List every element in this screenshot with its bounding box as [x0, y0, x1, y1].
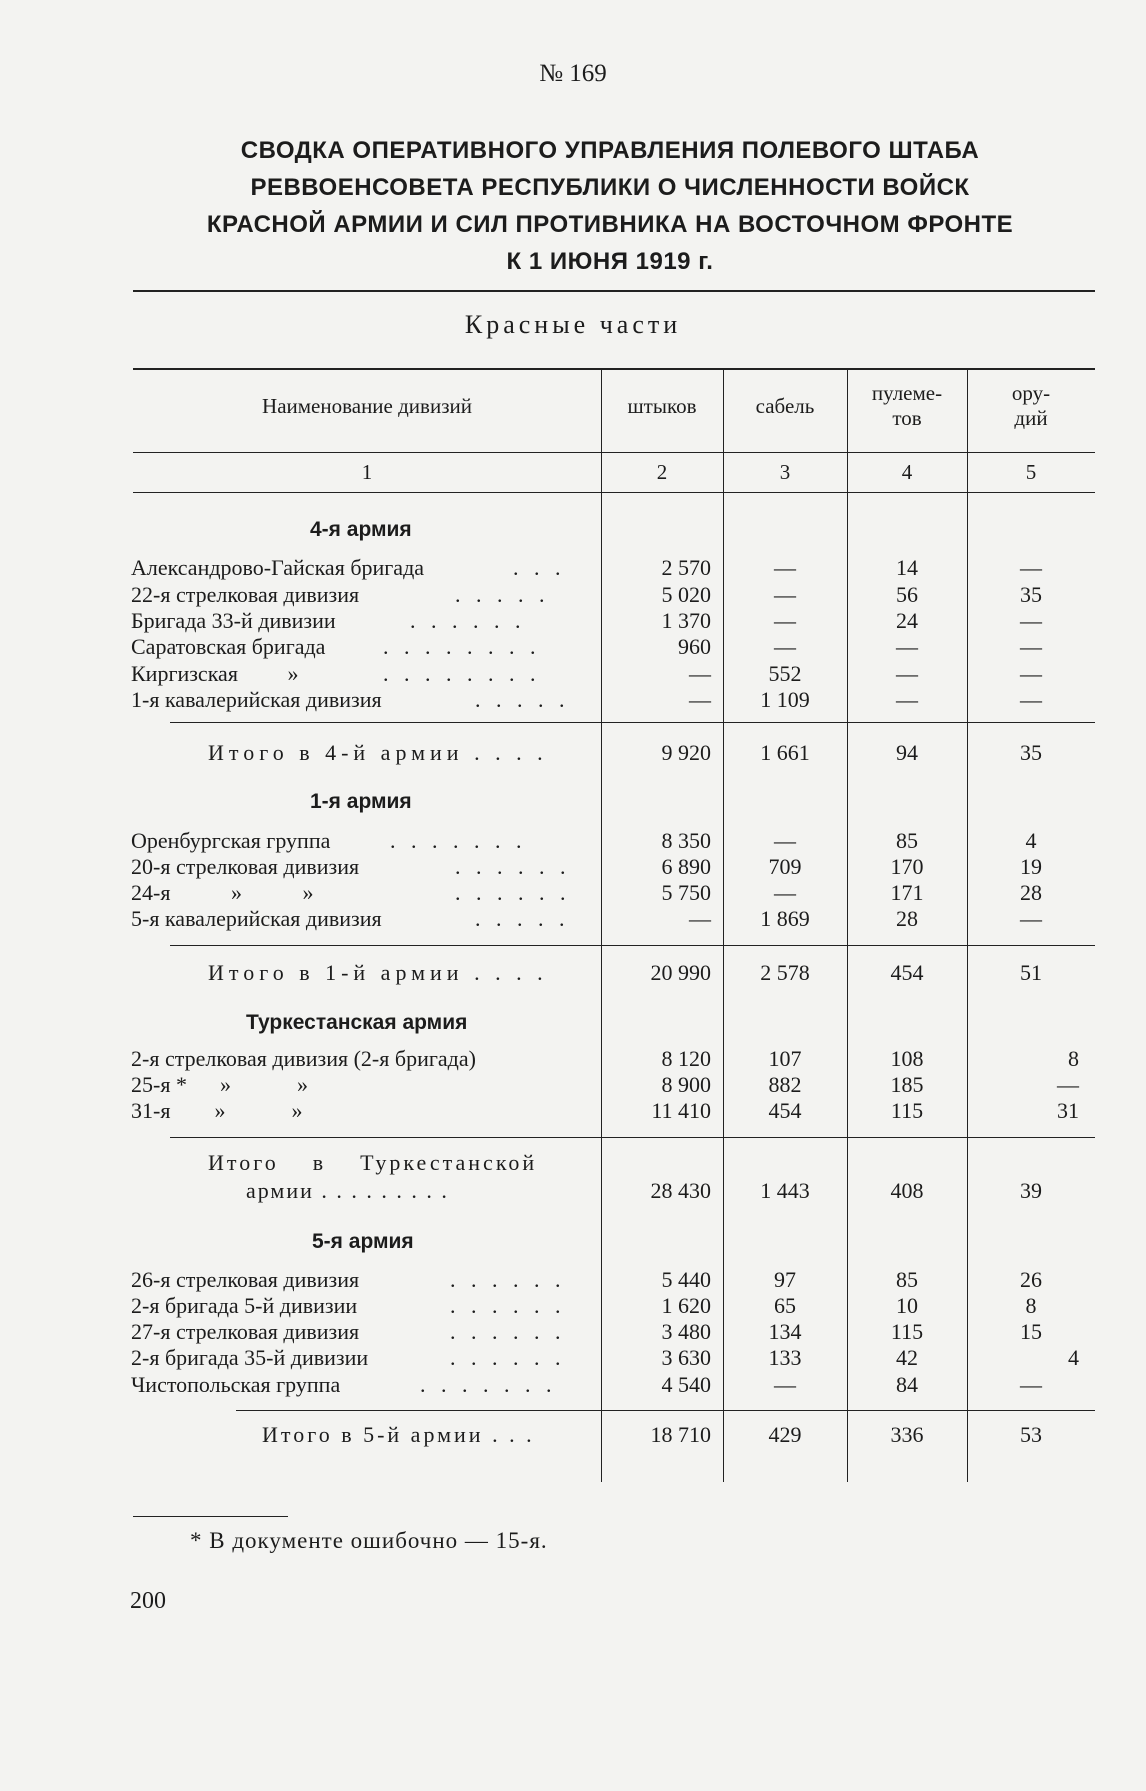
cell-mg: 56 [896, 582, 918, 607]
cell-mg: 85 [896, 1267, 918, 1292]
cell-sabres: 1 443 [760, 1178, 810, 1203]
row-name: 20-я стрелковая дивизия [131, 854, 360, 879]
cell-mg: — [896, 687, 918, 712]
column-number: 3 [779, 460, 791, 484]
cell-guns: 35 [1020, 582, 1042, 607]
cell-bayonets: — [689, 906, 711, 931]
table-row [0, 1319, 1146, 1345]
cell-guns: 39 [1020, 1178, 1042, 1203]
cell-sabres: 107 [768, 1046, 802, 1071]
row-name: 2-я бригада 5-й дивизии [131, 1293, 358, 1318]
header-guns-line: ору- [1011, 381, 1051, 405]
cell-sabres: — [774, 634, 796, 659]
table-row [0, 1345, 1146, 1371]
cell-guns: 15 [1020, 1319, 1042, 1344]
footnote-rule [133, 1516, 288, 1517]
cell-bayonets: 4 540 [661, 1372, 711, 1397]
row-name: 27-я стрелковая дивизия [131, 1319, 360, 1344]
cell-guns: 4 [1025, 828, 1037, 853]
title-line: КРАСНОЙ АРМИИ И СИЛ ПРОТИВНИКА НА ВОСТОЧНОМ ФРОНТЕ [206, 211, 1014, 238]
row-name: 1-я кавалерийская дивизия [131, 687, 382, 712]
cell-sabres: 1 869 [760, 906, 810, 931]
table-row [0, 555, 1146, 581]
cell-guns: 8 [1068, 1046, 1079, 1071]
table-row [0, 608, 1146, 634]
table-row [0, 687, 1146, 713]
cell-bayonets: — [689, 687, 711, 712]
cell-bayonets: 5 020 [661, 582, 711, 607]
cell-sabres: — [774, 828, 796, 853]
cell-sabres: 1 109 [760, 687, 810, 712]
cell-sabres: — [774, 1372, 796, 1397]
row-name: 5-я кавалерийская дивизия [131, 906, 382, 931]
cell-bayonets: 5 440 [661, 1267, 711, 1292]
cell-guns: 31 [1057, 1098, 1079, 1123]
army-heading: Туркестанская армия [246, 1011, 468, 1034]
total-label: Итого в 4-й армии . . . . [208, 740, 548, 765]
cell-bayonets: 11 410 [651, 1098, 711, 1123]
cell-mg: 171 [890, 880, 924, 905]
subtotal-rule [170, 722, 1095, 723]
row-name: Александрово-Гайская бригада [131, 555, 425, 580]
cell-guns: 51 [1020, 960, 1042, 985]
table-row [0, 634, 1146, 660]
cell-mg: 42 [896, 1345, 918, 1370]
cell-bayonets: 5 750 [661, 880, 711, 905]
row-name: 2-я стрелковая дивизия (2-я бригада) [131, 1046, 476, 1071]
cell-sabres: — [774, 880, 796, 905]
row-dots: . . . . . . [450, 1267, 566, 1292]
row-name: Киргизская » [131, 661, 299, 686]
row-name: 2-я бригада 35-й дивизии [131, 1345, 369, 1370]
table-row [0, 661, 1146, 687]
cell-bayonets: 1 370 [661, 608, 711, 633]
cell-guns: — [1020, 555, 1042, 580]
cell-mg: 84 [896, 1372, 918, 1397]
cell-guns: — [1020, 661, 1042, 686]
cell-sabres: — [774, 555, 796, 580]
document-title [150, 132, 1070, 280]
cell-mg: 336 [890, 1422, 924, 1447]
column-number: 5 [1025, 460, 1037, 484]
cell-sabres: 454 [768, 1098, 802, 1123]
cell-mg: 28 [896, 906, 918, 931]
cell-sabres: 1 661 [760, 740, 810, 765]
table-row [0, 1293, 1146, 1319]
cell-sabres: 2 578 [760, 960, 810, 985]
army-heading: 5-я армия [312, 1230, 414, 1253]
row-dots: . . . . . . [455, 880, 571, 905]
cell-bayonets: 8 350 [661, 828, 711, 853]
cell-sabres: 709 [768, 854, 802, 879]
cell-guns: 4 [1068, 1345, 1079, 1370]
row-dots: . . . . . . . . [383, 661, 541, 686]
row-dots: . . . . . . . [390, 828, 527, 853]
row-name: 25-я * » » [131, 1072, 308, 1097]
total-label: Итого в Туркестанской [208, 1150, 538, 1175]
cell-guns: 26 [1020, 1267, 1042, 1292]
army-heading: 1-я армия [310, 790, 412, 813]
cell-guns: — [1020, 608, 1042, 633]
cell-mg: 408 [890, 1178, 924, 1203]
title-line: РЕВВОЕНСОВЕТА РЕСПУБЛИКИ О ЧИСЛЕННОСТИ ВОЙСК [250, 174, 970, 201]
row-dots: . . . . . . [450, 1319, 566, 1344]
cell-sabres: 134 [768, 1319, 802, 1344]
row-dots: . . . [513, 555, 566, 580]
cell-mg: 170 [890, 854, 924, 879]
header-name: Наименование дивизий [262, 394, 472, 418]
header-machine-guns [847, 381, 967, 431]
cell-guns: 28 [1020, 880, 1042, 905]
cell-mg: 10 [896, 1293, 918, 1318]
table-row [0, 828, 1146, 854]
cell-bayonets: 3 630 [661, 1345, 711, 1370]
cell-guns: — [1020, 906, 1042, 931]
cell-guns: — [1020, 634, 1042, 659]
table-row [0, 1072, 1146, 1098]
cell-mg: 185 [890, 1072, 924, 1097]
row-dots: . . . . . . . . [383, 634, 541, 659]
row-dots: . . . . . [475, 687, 570, 712]
row-name: Чистопольская группа [131, 1372, 341, 1397]
cell-mg: 24 [896, 608, 918, 633]
cell-guns: 35 [1020, 740, 1042, 765]
cell-sabres: 65 [774, 1293, 796, 1318]
army-heading: 4-я армия [310, 518, 412, 541]
total-label: армии . . . . . . . . . [246, 1178, 449, 1203]
row-name: Оренбургская группа [131, 828, 331, 853]
cell-mg: 14 [896, 555, 918, 580]
cell-mg: 115 [890, 1319, 924, 1344]
row-name: 26-я стрелковая дивизия [131, 1267, 360, 1292]
table-row [0, 880, 1146, 906]
footnote: * В документе ошибочно — 15-я. [190, 1528, 548, 1553]
cell-sabres: — [774, 608, 796, 633]
row-name: Бригада 33-й дивизии [131, 608, 336, 633]
header-mg-line: пулеме- [871, 381, 943, 405]
cell-mg: 454 [890, 960, 924, 985]
row-dots: . . . . . . [450, 1293, 566, 1318]
cell-guns: — [1020, 687, 1042, 712]
row-dots: . . . . . . . [420, 1372, 557, 1397]
header-guns [967, 381, 1095, 431]
row-dots: . . . . . . [450, 1345, 566, 1370]
table-row [0, 854, 1146, 880]
cell-bayonets: 6 890 [661, 854, 711, 879]
cell-sabres: 133 [768, 1345, 802, 1370]
rule-header-mid [133, 452, 1095, 453]
cell-mg: 94 [896, 740, 918, 765]
cell-mg: 115 [890, 1098, 924, 1123]
table-row [0, 906, 1146, 932]
row-name: 22-я стрелковая дивизия [131, 582, 360, 607]
cell-sabres: 429 [768, 1422, 802, 1447]
row-dots: . . . . . [455, 582, 550, 607]
cell-guns: 8 [1025, 1293, 1037, 1318]
cell-mg: — [896, 661, 918, 686]
cell-guns: — [1057, 1072, 1079, 1097]
header-mg-line: тов [892, 406, 922, 430]
table-row [0, 1046, 1146, 1072]
row-dots: . . . . . [475, 906, 570, 931]
cell-sabres: — [774, 582, 796, 607]
cell-mg: — [896, 634, 918, 659]
cell-bayonets: 20 990 [650, 960, 711, 985]
rule-header-top [133, 368, 1095, 370]
cell-bayonets: 8 120 [661, 1046, 711, 1071]
cell-bayonets: 3 480 [661, 1319, 711, 1344]
cell-mg: 108 [890, 1046, 924, 1071]
cell-sabres: 97 [774, 1267, 796, 1292]
cell-sabres: 552 [768, 661, 802, 686]
cell-guns: 19 [1020, 854, 1042, 879]
header-bayonets: штыков [627, 394, 697, 418]
row-name: 31-я » » [131, 1098, 303, 1123]
section-title: Красные части [464, 310, 682, 339]
subtotal-rule [236, 1410, 1095, 1411]
total-label: Итого в 5-й армии . . . [262, 1422, 535, 1447]
table-row [0, 582, 1146, 608]
table-row [0, 1267, 1146, 1293]
cell-bayonets: — [689, 661, 711, 686]
column-number: 2 [656, 460, 668, 484]
title-line: К 1 ИЮНЯ 1919 г. [506, 248, 714, 275]
row-name: 24-я » » [131, 880, 314, 905]
cell-bayonets: 1 620 [661, 1293, 711, 1318]
table-row [0, 1098, 1146, 1124]
table-row [0, 1372, 1146, 1398]
cell-mg: 85 [896, 828, 918, 853]
cell-bayonets: 960 [678, 634, 711, 659]
subtotal-rule [170, 945, 1095, 946]
cell-bayonets: 28 430 [650, 1178, 711, 1203]
rule-top [133, 290, 1095, 292]
page-number: 200 [130, 1588, 166, 1614]
cell-sabres: 882 [768, 1072, 802, 1097]
row-name: Саратовская бригада [131, 634, 326, 659]
column-number: 4 [901, 460, 913, 484]
cell-guns: 53 [1020, 1422, 1042, 1447]
row-dots: . . . . . . [410, 608, 526, 633]
title-line: СВОДКА ОПЕРАТИВНОГО УПРАВЛЕНИЯ ПОЛЕВОГО ШТАБА [240, 137, 980, 164]
column-number: 1 [361, 460, 373, 484]
cell-bayonets: 18 710 [650, 1422, 711, 1447]
header-sabres: сабель [755, 394, 815, 418]
total-label: Итого в 1-й армии . . . . [208, 960, 548, 985]
subtotal-rule [170, 1137, 1095, 1138]
cell-bayonets: 8 900 [661, 1072, 711, 1097]
document-number: № 169 [539, 60, 607, 87]
header-guns-line: дий [1014, 406, 1048, 430]
row-dots: . . . . . . [455, 854, 571, 879]
rule-header-bottom [133, 492, 1095, 493]
cell-bayonets: 2 570 [661, 555, 711, 580]
cell-guns: — [1020, 1372, 1042, 1397]
cell-bayonets: 9 920 [661, 740, 711, 765]
